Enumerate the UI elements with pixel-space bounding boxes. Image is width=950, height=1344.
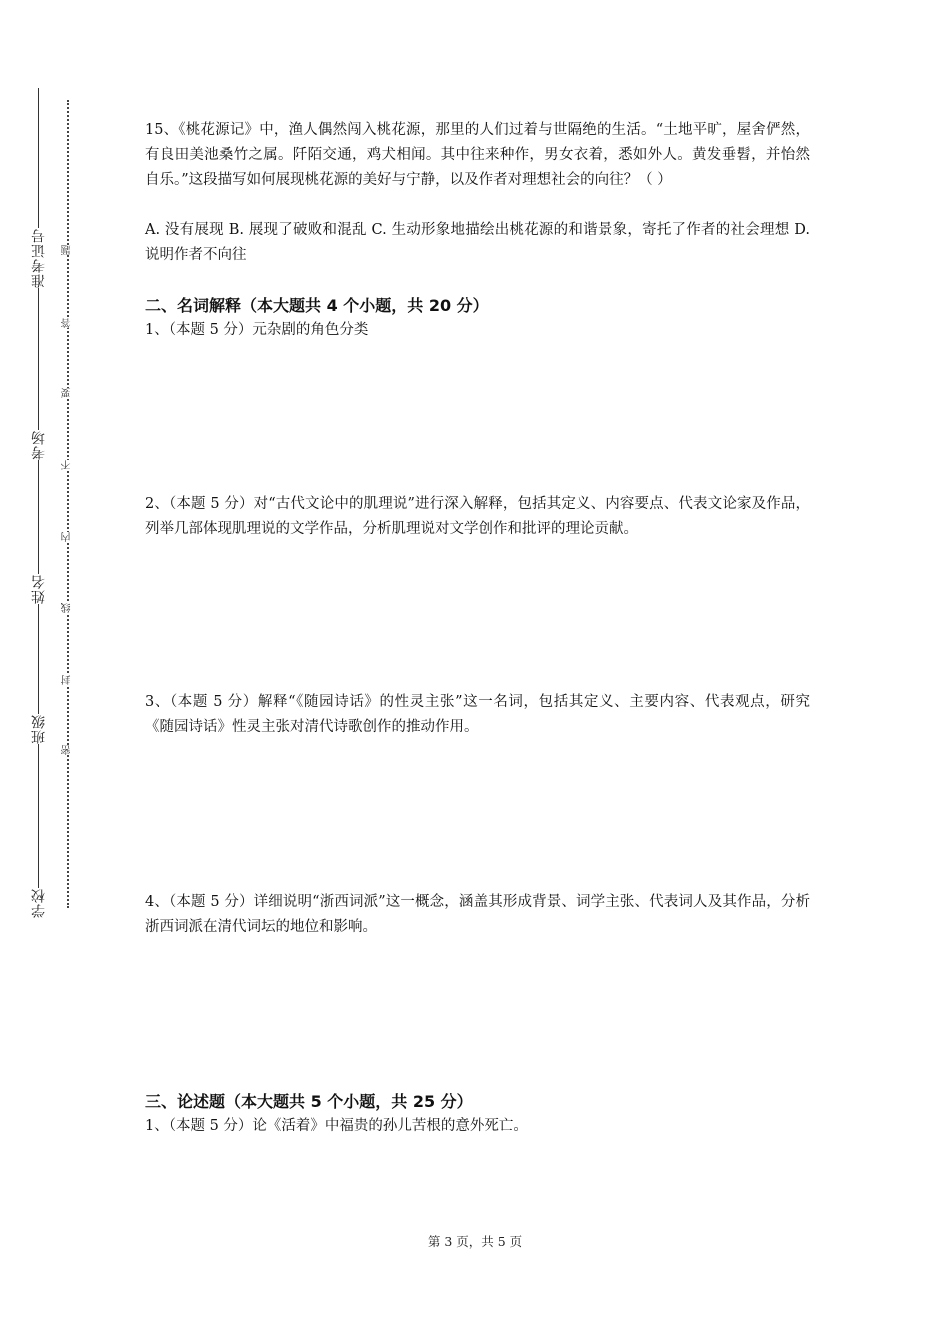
section-2-heading: 二、名词解释（本大题共 4 个小题，共 20 分） — [145, 296, 489, 315]
label-exam-room: 考场 — [31, 430, 47, 460]
seal-char: 要 — [62, 388, 73, 398]
seal-char: 答 — [62, 318, 73, 328]
label-school: 学校 — [31, 888, 47, 918]
section-2-question-1: 1、（本题 5 分）元杂剧的角色分类 — [145, 322, 369, 338]
section-2-question-3: 3、（本题 5 分）解释“《随园诗话》的性灵主张”这一名词，包括其定义、主要内容、代表观点，研究《随园诗话》性灵主张对清代诗歌创作的推动作用。 — [145, 694, 810, 735]
seal-char: 不 — [62, 460, 73, 470]
label-exam-id: 准考证号 — [31, 228, 47, 288]
question-15-options: A. 没有展现 B. 展现了破败和混乱 C. 生动形象地描绘出桃花源的和谐景象，寄托了作者的社会理想 D. 说明作者不向往 — [145, 222, 810, 263]
seal-char: 线 — [62, 603, 73, 613]
section-3-heading: 三、论述题（本大题共 5 个小题，共 25 分） — [145, 1092, 473, 1111]
seal-dotted-line — [67, 100, 69, 908]
label-class: 班级 — [31, 714, 47, 744]
question-15-stem: 15、《桃花源记》中，渔人偶然闯入桃花源，那里的人们过着与世隔绝的生活。“土地平旷，屋舍俨然，有良田美池桑竹之属。阡陌交通，鸡犬相闻。其中往来种作，男女衣着，悉如外人。黄发垂髫，并怡然自乐。”这段描写如何展现桃花源的美好与宁静，以及作者对理想社会的向往？（ ） — [145, 122, 810, 188]
label-name: 姓名 — [31, 574, 47, 604]
seal-char: 题 — [62, 245, 73, 255]
seal-char: 内 — [62, 532, 73, 542]
section-3-question-1: 1、（本题 5 分）论《活着》中福贵的孙儿苦根的意外死亡。 — [145, 1118, 528, 1134]
seal-char: 密 — [62, 745, 73, 755]
section-2-question-4: 4、（本题 5 分）详细说明“浙西词派”这一概念，涵盖其形成背景、词学主张、代表词人及其作品，分析浙西词派在清代词坛的地位和影响。 — [145, 894, 810, 935]
section-2-question-2: 2、（本题 5 分）对“古代文论中的肌理说”进行深入解释，包括其定义、内容要点、代表文论家及作品，列举几部体现肌理说的文学作品，分析肌理说对文学创作和批评的理论贡献。 — [145, 496, 810, 537]
page-footer: 第 3 页，共 5 页 — [427, 1234, 523, 1249]
binding-solid-line — [38, 88, 39, 914]
seal-char: 封 — [62, 675, 73, 685]
